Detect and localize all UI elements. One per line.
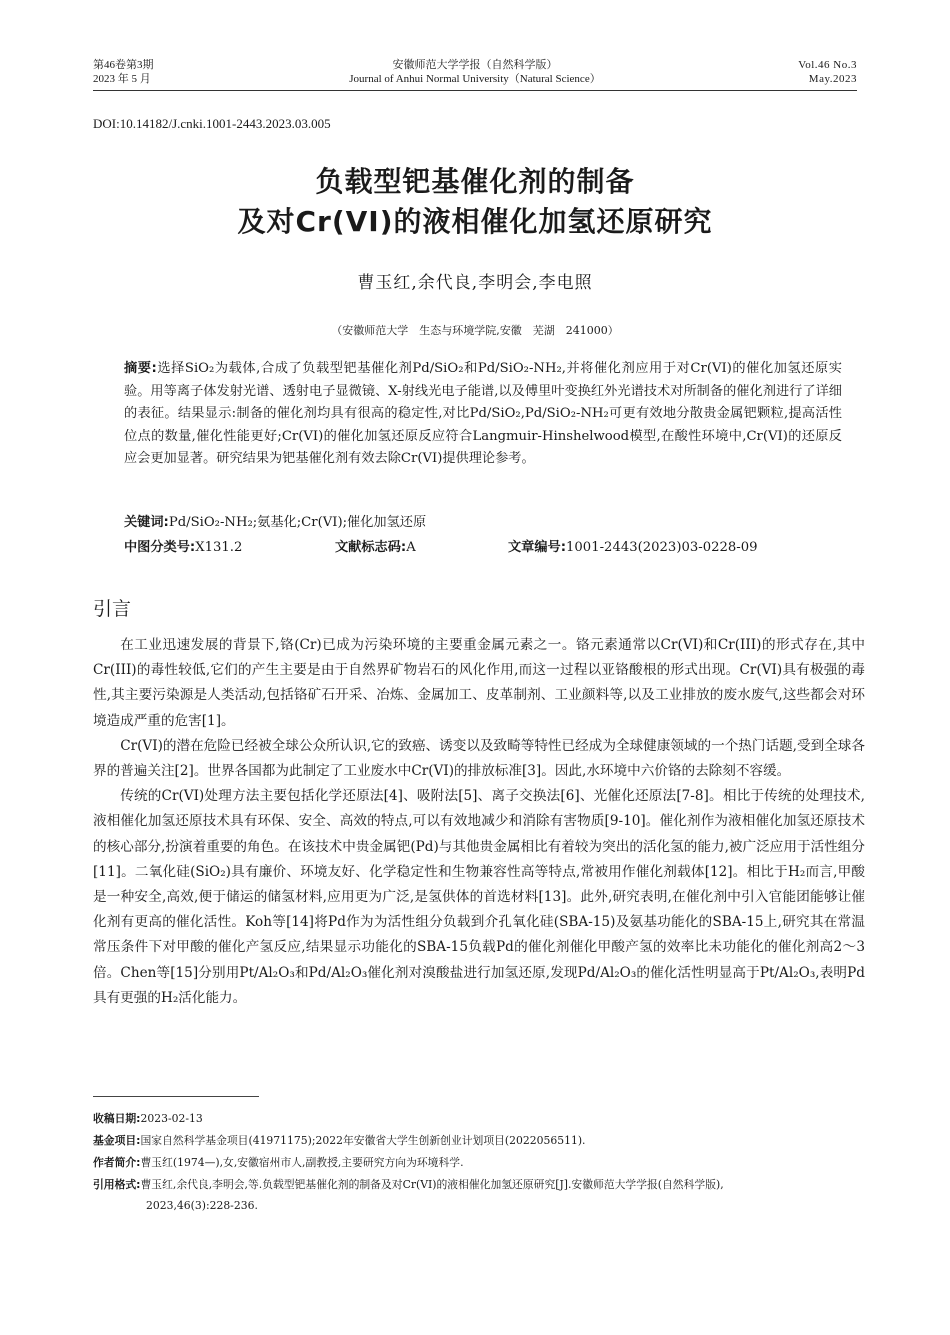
cite-value: 曹玉红,余代良,李明会,等.负载型钯基催化剂的制备及对Cr(VI)的液相催化加氢还原研究[J].安徽师范大学学报(自然科学版), [140,1178,724,1191]
fund-value: 国家自然科学基金项目(41971175);2022年安徽省大学生创新创业计划项目(2022056511). [140,1134,586,1147]
article-label: 文章编号: [508,540,567,555]
keywords-text: Pd/SiO₂-NH₂;氨基化;Cr(VI);催化加氢还原 [168,515,427,530]
received-value: 2023-02-13 [140,1112,203,1125]
abstract-text: 选择SiO₂为载体,合成了负载型钯基催化剂Pd/SiO₂和Pd/SiO₂-NH₂,并将催化剂应用于对Cr(VI)的催化加氢还原实验。用等离子体发射光谱、透射电子显微镜、X-射线光电子能谱,以及傅里叶变换红外光谱技术对所制备的催化剂进行了详细的表征。结果显示:制备的催化剂均具有很高的稳定性,对比Pd/SiO₂,Pd/SiO₂-NH₂可更有效地分散贵金属钯颗粒,提高活性位点的数量,催化性能更好;Cr(VI)的催化加氢还原反应符合Langmuir-Hinshelwood模型,在酸性环境中,Cr(VI)的还原反应会更加显著。研究结果为钯基催化剂有效去除Cr(VI)提供理论参考。 [124,361,842,466]
header-journal-cn: 安徽师范大学学报（自然科学版） [392,59,558,71]
header-volume [798,58,857,86]
footnote-fund [93,1132,865,1149]
header-vol-en: Vol.46 No.3 [798,59,857,71]
author-value: 曹玉红(1974—),女,安徽宿州市人,副教授,主要研究方向为环境科学. [140,1156,464,1169]
header-date-en: May.2023 [808,73,857,85]
affiliation: （安徽师范大学 生态与环境学院,安徽 芜湖 241000） [331,324,619,337]
footnote-author [93,1154,865,1171]
cite-label: 引用格式: [93,1178,141,1191]
abstract-label: 摘要: [124,361,157,376]
author-label: 作者简介: [93,1156,141,1169]
footnote-divider [93,1096,259,1097]
article-value: 1001-2443(2023)03-0228-09 [566,540,758,555]
paper-title-line1: 负载型钯基催化剂的制备 [315,165,635,198]
header-divider [93,90,857,91]
header-journal-en: Journal of Anhui Normal University（Natural Science） [349,73,601,85]
keywords-label: 关键词: [124,515,169,530]
doc-label: 文献标志码: [335,540,407,555]
clc-value: X131.2 [195,540,243,555]
header-issue-cn: 第46卷第3期 [93,59,154,71]
doc-value: A [406,540,416,555]
paragraph-3: 传统的Cr(VI)处理方法主要包括化学还原法[4]、吸附法[5]、离子交换法[6]、光催化还原法[7-8]。相比于传统的处理技术,液相催化加氢还原技术具有环保、安全、高效的特点,可以有效地减少和消除有害物质[9-10]。催化剂作为液相催化加氢还原技术的核心部分,扮演着重要的角色。在该技术中贵金属钯(Pd)与其他贵金属相比有着较为突出的活化氢的能力,被广泛应用于活性组分[11]。二氧化硅(SiO₂)具有廉价、环境友好、化学稳定性和生物兼容性高等特点,常被用作催化剂载体[12]。相比于H₂而言,甲酸是一种安全,高效,便于储运的储氢材料,应用更为广泛,是氢供体的首选材料[13]。此外,研究表明,在催化剂中引入官能团能够让催化剂有更高的催化活性。Koh等[14]将Pd作为为活性组分负载到介孔氧化硅(SBA-15)及氨基功能化的SBA-15上,研究其在常温常压条件下对甲酸的催化产氢反应,结果显示功能化的SBA-15负载Pd的催化剂催化甲酸产氢的效率比未功能化的催化剂高2～3倍。Chen等[15]分别用Pt/Al₂O₃和Pd/Al₂O₃催化剂对溴酸盐进行加氢还原,发现Pd/Al₂O₃的催化活性明显高于Pt/Al₂O₃,表明Pd具有更强的H₂活化能力。 [93,788,865,1006]
footnote-citation [93,1176,865,1214]
keywords [124,513,426,533]
paragraph-2: Cr(VI)的潜在危险已经被全球公众所认识,它的致癌、诱变以及致畸等特性已经成为全球健康领域的一个热门话题,受到全球各界的普遍关注[2]。世界各国都为此制定了工业废水中Cr(VI)的排放标准[3]。因此,水环境中六价铬的去除刻不容缓。 [93,737,865,780]
abstract [124,358,842,471]
header-date-cn: 2023 年 5 月 [93,73,151,85]
fund-label: 基金项目: [93,1134,141,1147]
section-title: 引言 [93,598,132,620]
body-text [93,633,865,1011]
paper-title-line2: 及对Cr(VI)的液相催化加氢还原研究 [237,205,713,238]
cite-value-continued: 2023,46(3):228-236. [146,1199,258,1212]
footnote-received [93,1110,865,1127]
document-code [335,538,416,558]
clc-label: 中图分类号: [124,540,196,555]
doi: DOI:10.14182/J.cnki.1001-2443.2023.03.005 [93,116,331,131]
paragraph-1: 在工业迅速发展的背景下,铬(Cr)已成为污染环境的主要重金属元素之一。铬元素通常以Cr(VI)和Cr(III)的形式存在,其中Cr(III)的毒性较低,它们的产生主要是由于自然界矿物岩石的风化作用,而这一过程以亚铬酸根的形式出现。Cr(VI)具有极强的毒性,其主要污染源是人类活动,包括铬矿石开采、冶炼、金属加工、皮革制剂、工业颜料等,以及工业排放的废水废气,这些都会对环境造成严重的危害[1]。 [93,637,865,729]
article-number [508,538,758,558]
received-label: 收稿日期: [93,1112,141,1125]
clc-code [124,538,242,558]
authors: 曹玉红,余代良,李明会,李电照 [357,273,593,293]
